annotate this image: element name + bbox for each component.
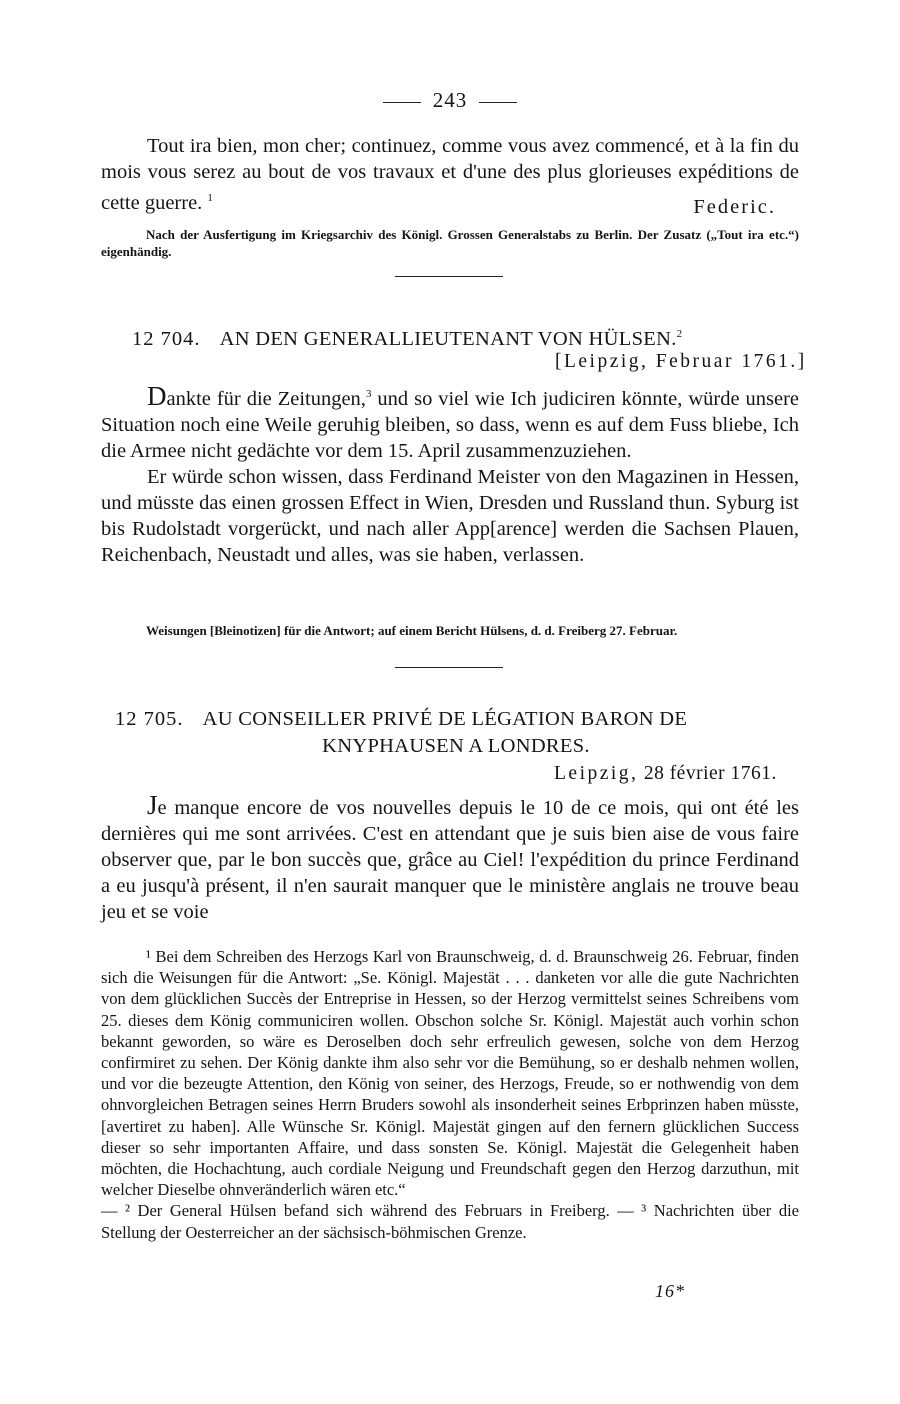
paragraph-1: Je manque encore de vos nouvelles depuis le 10 de ce mois, qui ont été les dernières qui me sont arrivées. C'est en attendant que je suis bien aise de vous faire observer que, par le bon succès que, grâce au Ciel! l'expédition du prince Ferdinand a eu jusqu'à présent, il n'en saurait manquer que le ministère anglais ne trouve beau jeu et se voie	[101, 790, 799, 923]
footnote-mark: 3	[365, 388, 372, 400]
letter-title: AN DEN GENERALLIEUTENANT VON HÜLSEN.	[219, 327, 677, 350]
header-rule-left	[383, 102, 421, 103]
letter-number: 12 705.	[115, 708, 184, 730]
paragraph-2: Er würde schon wissen, dass Ferdinand Meister von den Magazinen in Hessen, und müsste das einen grossen Effect in Wien, Dresden und Russland thun. Syburg ist bis Rudolstadt vorgerückt, und nach aller App[arence] werden die Sachsen Plauen, Reichenbach, Neustadt und alles, was sie haben, verlassen.	[101, 465, 799, 566]
letter-title-line-1: AU CONSEILLER PRIVÉ DE LÉGATION BARON DE	[202, 708, 688, 730]
letter-heading-12704	[101, 321, 799, 352]
letter-title-line-2: KNYPHAUSEN A LONDRES.	[322, 735, 590, 757]
footnote-2-3: — ² Der General Hülsen befand sich während des Februars in Freiberg. — ³ Nachrichten über die Stellung der Oesterreicher an der sächsisch-böhmischen Grenze.	[101, 1201, 799, 1242]
signature-federic: Federic.	[693, 196, 776, 218]
dateline-12704: [Leipzig, Februar 1761.]	[555, 351, 807, 372]
letter-body-12705	[101, 792, 799, 925]
sheet-signature: 16*	[655, 1281, 685, 1301]
letter-number: 12 704.	[132, 327, 201, 350]
dateline-12705	[554, 763, 777, 785]
source-note-previous: Nach der Ausfertigung im Kriegsarchiv des Königl. Grossen Generalstabs zu Berlin. Der Zusatz („Tout ira etc.“) eigenhändig.	[101, 227, 799, 259]
section-divider	[395, 667, 503, 668]
title-footnote-mark: 2	[676, 328, 683, 340]
page-header	[0, 88, 900, 113]
page-number: 243	[432, 88, 468, 112]
dateline-date: 28 février 1761.	[643, 763, 777, 784]
section-divider	[395, 276, 503, 277]
drop-cap: J	[147, 790, 158, 820]
footnote-mark: 1	[207, 192, 213, 204]
dateline-place: Leipzig,	[554, 763, 639, 784]
drop-cap: D	[147, 380, 167, 411]
letter-heading-12705	[101, 706, 799, 732]
closing-paragraph: Tout ira bien, mon cher; continuez, comme vous avez commencé, et à la fin du mois vous serez au bout de vos travaux et d'une des plus glorieuses expéditions de cette guerre. $^1$	[101, 135, 799, 214]
paragraph-1: Dankte für die Zeitungen,$^3$ und so viel wie Ich judiciren könnte, würde unsere Situation noch eine Weile geruhig bleiben, so dass, wenn es auf dem Fuss bliebe, Ich die Armee nicht gedächte vor dem 15. April zusammenzuziehen.	[101, 380, 799, 462]
source-note-12704: Weisungen [Bleinotizen] für die Antwort; auf einem Bericht Hülsens, d. d. Freiberg 27. Februar.	[146, 623, 678, 638]
footnote-1: ¹ Bei dem Schreiben des Herzogs Karl von Braunschweig, d. d. Braunschweig 26. Februar, finden sich die Weisungen für die Antwort: „Se. Königl. Majestät . . . danketen vor alle die gute Nachrichten von dem glücklichen Succès der Entreprise in Hessen, so der Herzog vermittelst seines Schreibens vom 25. dieses dem König communiciren wollen. Obschon solche Sr. Königl. Majestät auch vorhin schon bekannt geworden, so wäre es Deroselben doch sehr erfreulich gewesen, solche von dem Herzog confirmiret zu sehen. Der König dankte ihm also sehr vor die Bemühung, so er deshalb nehmen wollen, und vor die bezeugte Attention, den König von seiner, des Herzogs, Freude, so er nothwendig von dem ohnvorgleichen Betragen seines Herrn Bruders sowohl als insonderheit seines Erbprinzen haben müsste, [avertiret zu haben]. Alle Wünsche Sr. Königl. Majestät gingen auf den fernern glücklichen Success dieser so sehr importanten Affaire, und dass sonsten Se. Königl. Majestät die Gelegenheit haben möchten, die Hochachtung, auch cordiale Neigung und Freundschaft gegen den Herzog darzuthun, mit welcher Dieselbe ohnveränderlich wären etc.“	[101, 947, 799, 1200]
letter-body-12704	[101, 381, 799, 568]
footnotes	[101, 946, 799, 1243]
header-rule-right	[479, 102, 517, 103]
